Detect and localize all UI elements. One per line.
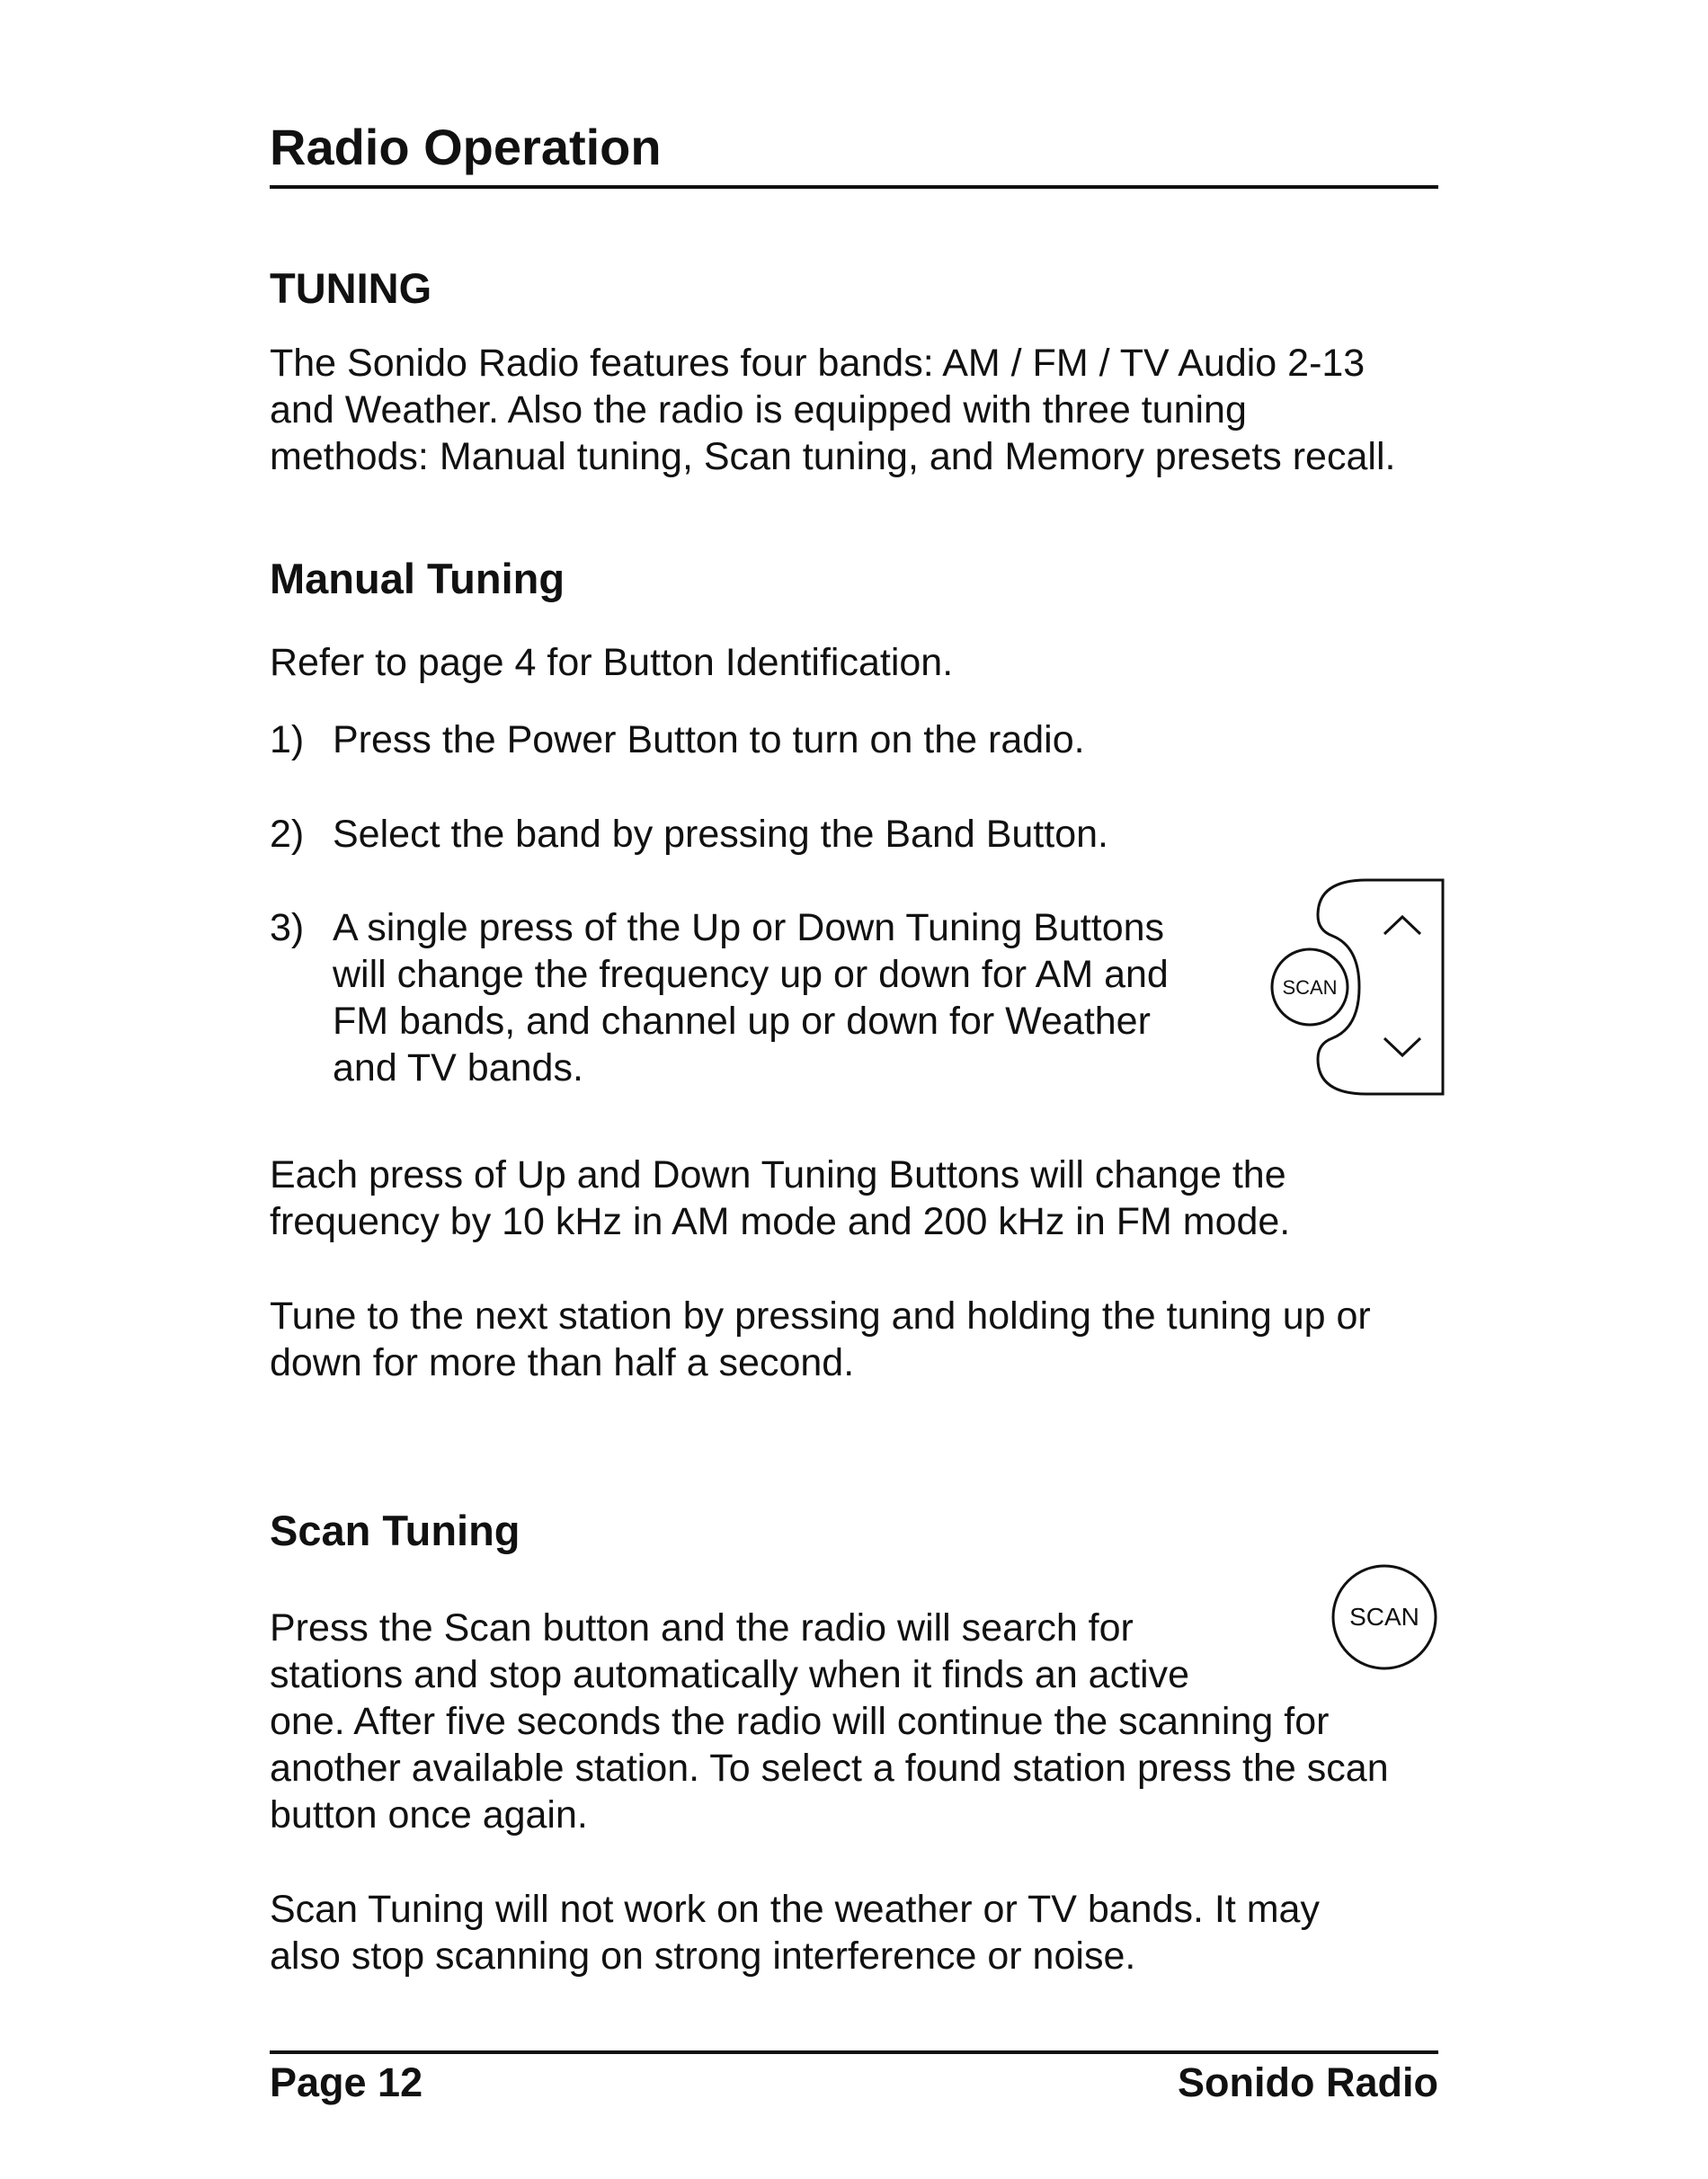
- refer-text: Refer to page 4 for Button Identification.: [270, 641, 954, 684]
- scan-button-label: SCAN: [1282, 976, 1338, 999]
- scan-button-label: SCAN: [1349, 1603, 1419, 1631]
- step-text: Select the band by pressing the Band Button.: [333, 813, 1108, 856]
- step-number: 1): [270, 718, 305, 761]
- step-text: Press the Power Button to turn on the radio.: [333, 718, 1085, 761]
- note-step-size: Each press of Up and Down Tuning Buttons will change the frequency by 10 kHz in AM mode and 200 kHz in FM mode.: [270, 1153, 1291, 1243]
- header-divider: [270, 185, 1438, 189]
- tuning-intro: The Sonido Radio features four bands: AM / FM / TV Audio 2-13 and Weather. Also the radio is equipped with three tuning methods: Manual tuning, Scan tuning, and Memory presets recall.: [270, 342, 1396, 478]
- scan-tuning-heading: Scan Tuning: [270, 1507, 520, 1554]
- scan-button-small[interactable]: [1272, 949, 1348, 1025]
- footer-divider: [270, 2050, 1438, 2054]
- product-name: Sonido Radio: [1178, 2059, 1438, 2105]
- scan-paragraph-1: Press the Scan button and the radio will search for stations and stop automatically when it finds an active one. After five seconds the radio will continue the scanning for another available station. To select a found station press the scan button once again.: [270, 1606, 1389, 1837]
- step-number: 2): [270, 813, 305, 856]
- page-number: Page 12: [270, 2059, 423, 2105]
- note-seek: Tune to the next station by pressing and holding the tuning up or down for more than half a second.: [270, 1294, 1371, 1384]
- tuning-buttons-diagram: [1259, 876, 1456, 1101]
- step-text: A single press of the Up or Down Tuning Buttons will change the frequency up or down for AM and FM bands, and channel up or down for Weather and TV bands.: [333, 906, 1169, 1090]
- chevron-up-icon[interactable]: [1384, 917, 1420, 934]
- page-title: Radio Operation: [270, 119, 662, 175]
- step-number: 3): [270, 906, 305, 949]
- manual-tuning-heading: Manual Tuning: [270, 555, 565, 602]
- scan-paragraph-2: Scan Tuning will not work on the weather or TV bands. It may also stop scanning on strong interference or noise.: [270, 1888, 1320, 1978]
- tuning-heading: TUNING: [270, 264, 432, 312]
- chevron-down-icon[interactable]: [1384, 1038, 1420, 1055]
